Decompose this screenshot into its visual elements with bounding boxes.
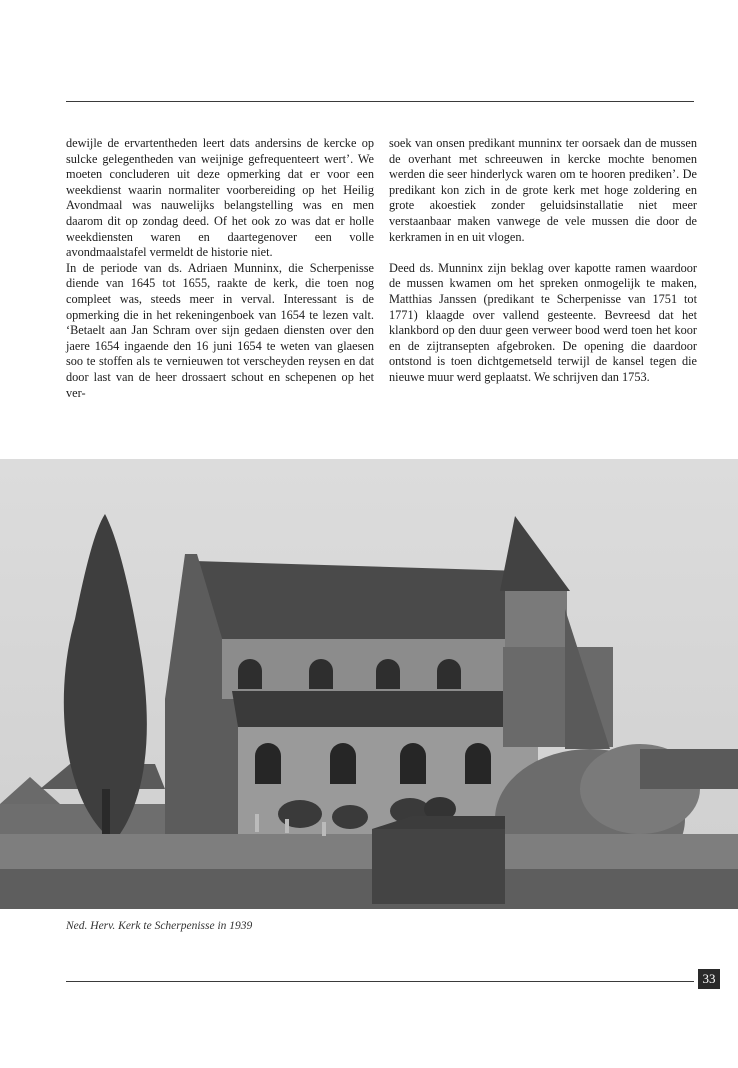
paragraph: dewijle de ervartentheden leert dats andersins de kercke op sulcke gelegentheden van weijnige gefrequenteert wert’. We moeten concluderen uit deze opmerking dat er voor een weekdienst waarin normaliter voorbereiding op het Heilig Avondmaal was nauwelijks belangstelling was en men daarom dit op zondag deed. Of het ook zo was dat er holle weekdiensten waren en daartegenover een volle avondmaalstafel vermeldt de historie niet. xyxy=(66,136,374,260)
photo-caption: Ned. Herv. Kerk te Scherpenisse in 1939 xyxy=(66,920,253,932)
church-photo xyxy=(0,459,738,909)
text-column-right xyxy=(389,136,697,386)
text-column-left xyxy=(66,136,374,401)
top-rule xyxy=(66,101,694,102)
page-number: 33 xyxy=(698,969,720,989)
paragraph: Deed ds. Munninx zijn beklag over kapotte ramen waardoor de mussen kwamen om het spreken onmogelijk te maken, Matthias Janssen (predikant te Scherpenisse van 1751 tot 1771) klaagde over vallend gesteente. Bevreesd dat het klankbord op den duur geen verweer bood werd toen het koor en de zijtransepten afgebroken. De opening die daardoor ontstond is toen dichtgemetseld terwijl de kansel tegen die nieuwe muur werd geplaatst. We schrijven dan 1753. xyxy=(389,260,697,384)
paragraph: In de periode van ds. Adriaen Munninx, die Scherpenisse diende van 1645 tot 1655, raakte de kerk, die toen nog compleet was, steeds meer in verval. Interessant is de opmerking die in het rekeningenboek van 1654 te lezen valt. ‘Betaelt aan Jan Schram over sijn gedaen diensten over den jaere 1654 ingaende den 16 juni 1654 te weten van glaesen soo te stoffen als te vernieuwen tot verscheyden reysen en dat door last van de heer drossaert schout en schepenen op het ver- xyxy=(66,260,374,400)
paragraph: soek van onsen predikant munninx ter oorsaek dan de mussen de overhant met schreeuwen in kercke mochte benomen werden die seer hinderlyck waren om te hooren prediken’. De predikant kon zich in de grote kerk met hoge zoldering en grote akoestiek zonder geluidsinstallatie niet meer verstaanbaar maken vanwege de vele mussen die door de kerkramen in en uit vlogen. xyxy=(389,136,697,244)
bottom-rule xyxy=(66,981,694,982)
